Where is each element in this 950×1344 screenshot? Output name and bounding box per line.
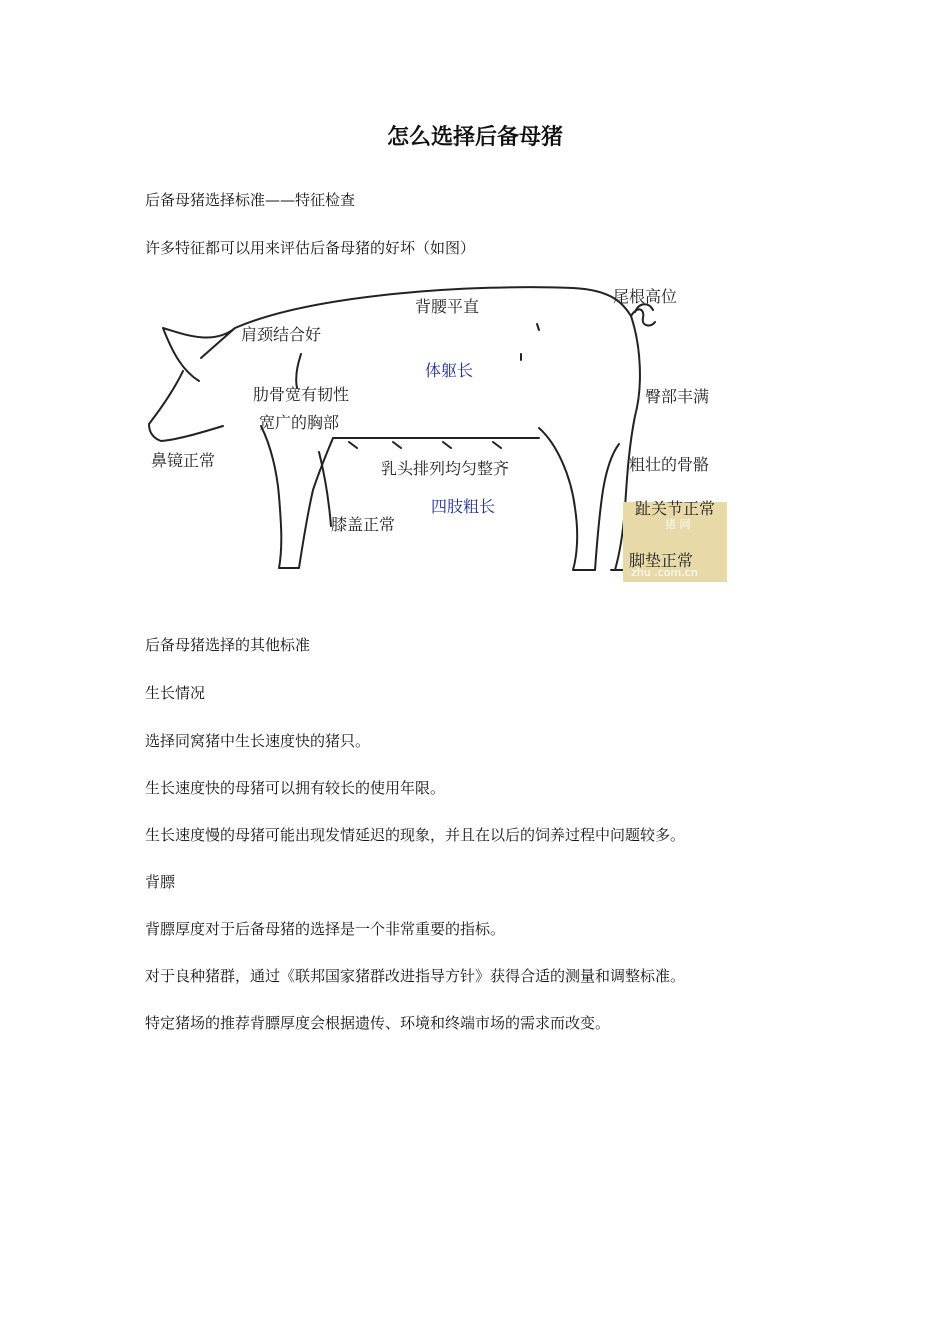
pig-illustration bbox=[143, 276, 727, 584]
page-title: 怎么选择后备母猪 bbox=[386, 125, 563, 150]
label-bones: 粗壮的骨骼 bbox=[629, 455, 710, 474]
label-knee: 膝盖正常 bbox=[331, 515, 396, 534]
pig-diagram bbox=[143, 276, 727, 584]
label-shoulder: 肩颈结合好 bbox=[241, 325, 322, 344]
label-rump: 臀部丰满 bbox=[645, 387, 710, 406]
label-chest: 宽广的胸部 bbox=[259, 413, 340, 432]
paragraph: 选择同窝猪中生长速度快的猪只。 bbox=[145, 732, 371, 750]
paragraph: 生长速度快的母猪可以拥有较长的使用年限。 bbox=[145, 779, 446, 797]
section-heading: 生长情况 bbox=[145, 684, 206, 702]
label-toes: 趾关节正常 bbox=[635, 499, 716, 518]
label-teats: 乳头排列均匀整齐 bbox=[381, 459, 510, 478]
paragraph: 后备母猪选择标准——特征检查 bbox=[145, 191, 356, 209]
label-ribs: 肋骨宽有韧性 bbox=[253, 385, 350, 404]
label-limbs: 四肢粗长 bbox=[431, 497, 496, 516]
paragraph: 背膘厚度对于后备母猪的选择是一个非常重要的指标。 bbox=[145, 920, 506, 938]
paragraph: 许多特征都可以用来评估后备母猪的好坏（如图） bbox=[145, 239, 476, 257]
paragraph: 特定猪场的推荐背膘厚度会根据遗传、环境和终端市场的需求而改变。 bbox=[145, 1014, 611, 1032]
paragraph: 后备母猪选择的其他标准 bbox=[145, 636, 311, 654]
label-body-length: 体躯长 bbox=[425, 361, 474, 380]
label-tail: 尾根高位 bbox=[613, 287, 678, 306]
watermark-bottom: zhu .com.cn bbox=[631, 566, 698, 579]
label-pads: 脚垫正常 bbox=[629, 551, 694, 570]
paragraph: 对于良种猪群，通过《联邦国家猪群改进指导方针》获得合适的测量和调整标准。 bbox=[145, 967, 686, 985]
watermark-top: 猪 网 bbox=[665, 518, 691, 531]
section-heading: 背膘 bbox=[145, 873, 176, 891]
paragraph: 生长速度慢的母猪可能出现发情延迟的现象，并且在以后的饲养过程中问题较多。 bbox=[145, 826, 686, 844]
label-back: 背腰平直 bbox=[415, 297, 480, 316]
label-nose: 鼻镜正常 bbox=[151, 451, 216, 470]
pig-outline bbox=[149, 287, 655, 570]
